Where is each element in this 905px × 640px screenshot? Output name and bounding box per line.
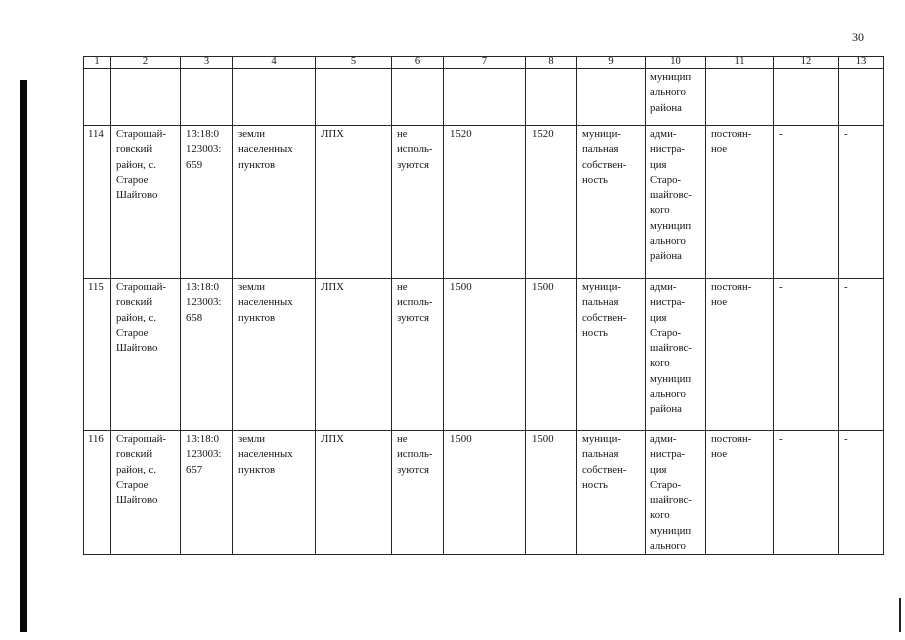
cell-permitted-use: ЛПХ (316, 279, 392, 431)
table-cell (84, 69, 111, 126)
column-number: 8 (526, 57, 577, 69)
scan-edge-shadow-right (899, 598, 901, 632)
table-cell (444, 69, 526, 126)
scan-edge-shadow-left (20, 80, 27, 632)
cell-land-category: земли населенных пунктов (233, 279, 316, 431)
column-number: 11 (706, 57, 774, 69)
cell-cadastral-number: 13:18:0 123003: 658 (181, 279, 233, 431)
column-number: 3 (181, 57, 233, 69)
cell-permitted-use: ЛПХ (316, 431, 392, 555)
cell-usage: не исполь- зуются (392, 126, 444, 279)
table-cell (111, 69, 181, 126)
cell-col12: - (774, 126, 839, 279)
cell-number: 115 (84, 279, 111, 431)
cell-number: 116 (84, 431, 111, 555)
cell-area: 1500 (444, 431, 526, 555)
cell-cadastral-number: 13:18:0 123003: 657 (181, 431, 233, 555)
column-number: 5 (316, 57, 392, 69)
cell-holder: муницип ального района (646, 69, 706, 126)
cell-area: 1520 (444, 126, 526, 279)
cell-area-2: 1500 (526, 431, 577, 555)
table-cell (526, 69, 577, 126)
column-number: 2 (111, 57, 181, 69)
table-row (84, 431, 884, 555)
cell-ownership: муници- пальная собствен- ность (577, 431, 646, 555)
cell-col12: - (774, 431, 839, 555)
cell-right-type: постоян- ное (706, 279, 774, 431)
table-row-continuation (84, 69, 884, 126)
cell-col12: - (774, 279, 839, 431)
cell-area-2: 1500 (526, 279, 577, 431)
cell-col13: - (839, 431, 884, 555)
table-cell (233, 69, 316, 126)
cell-ownership: муници- пальная собствен- ность (577, 126, 646, 279)
column-number: 6 (392, 57, 444, 69)
page-number: 30 (852, 30, 864, 44)
table-row (84, 126, 884, 279)
table-row (84, 279, 884, 431)
cell-location: Старошай- говский район, с. Старое Шайгово (111, 279, 181, 431)
cell-right-type: постоян- ное (706, 126, 774, 279)
cell-area: 1500 (444, 279, 526, 431)
cell-right-type: постоян- ное (706, 431, 774, 555)
land-plots-table (83, 56, 884, 555)
column-number: 10 (646, 57, 706, 69)
column-number: 12 (774, 57, 839, 69)
cell-holder: адми- нистра- ция Старо- шайговс- кого муницип ального района (646, 279, 706, 431)
cell-cadastral-number: 13:18:0 123003: 659 (181, 126, 233, 279)
column-number: 1 (84, 57, 111, 69)
cell-permitted-use: ЛПХ (316, 126, 392, 279)
cell-holder: адми- нистра- ция Старо- шайговс- кого муницип ального района (646, 126, 706, 279)
cell-area-2: 1520 (526, 126, 577, 279)
cell-number: 114 (84, 126, 111, 279)
table-cell (392, 69, 444, 126)
cell-location: Старошай- говский район, с. Старое Шайгово (111, 126, 181, 279)
cell-col13: - (839, 126, 884, 279)
column-number: 4 (233, 57, 316, 69)
table-cell (839, 69, 884, 126)
column-number: 13 (839, 57, 884, 69)
table-cell (577, 69, 646, 126)
cell-usage: не исполь- зуются (392, 279, 444, 431)
column-number: 9 (577, 57, 646, 69)
table-cell (316, 69, 392, 126)
cell-col13: - (839, 279, 884, 431)
cell-ownership: муници- пальная собствен- ность (577, 279, 646, 431)
table-cell (706, 69, 774, 126)
column-number: 7 (444, 57, 526, 69)
cell-land-category: земли населенных пунктов (233, 126, 316, 279)
cell-usage: не исполь- зуются (392, 431, 444, 555)
table-header-row (84, 57, 884, 69)
table-cell (774, 69, 839, 126)
cell-holder: адми- нистра- ция Старо- шайговс- кого муницип ального (646, 431, 706, 555)
cell-location: Старошай- говский район, с. Старое Шайгово (111, 431, 181, 555)
cell-land-category: земли населенных пунктов (233, 431, 316, 555)
table-cell (181, 69, 233, 126)
